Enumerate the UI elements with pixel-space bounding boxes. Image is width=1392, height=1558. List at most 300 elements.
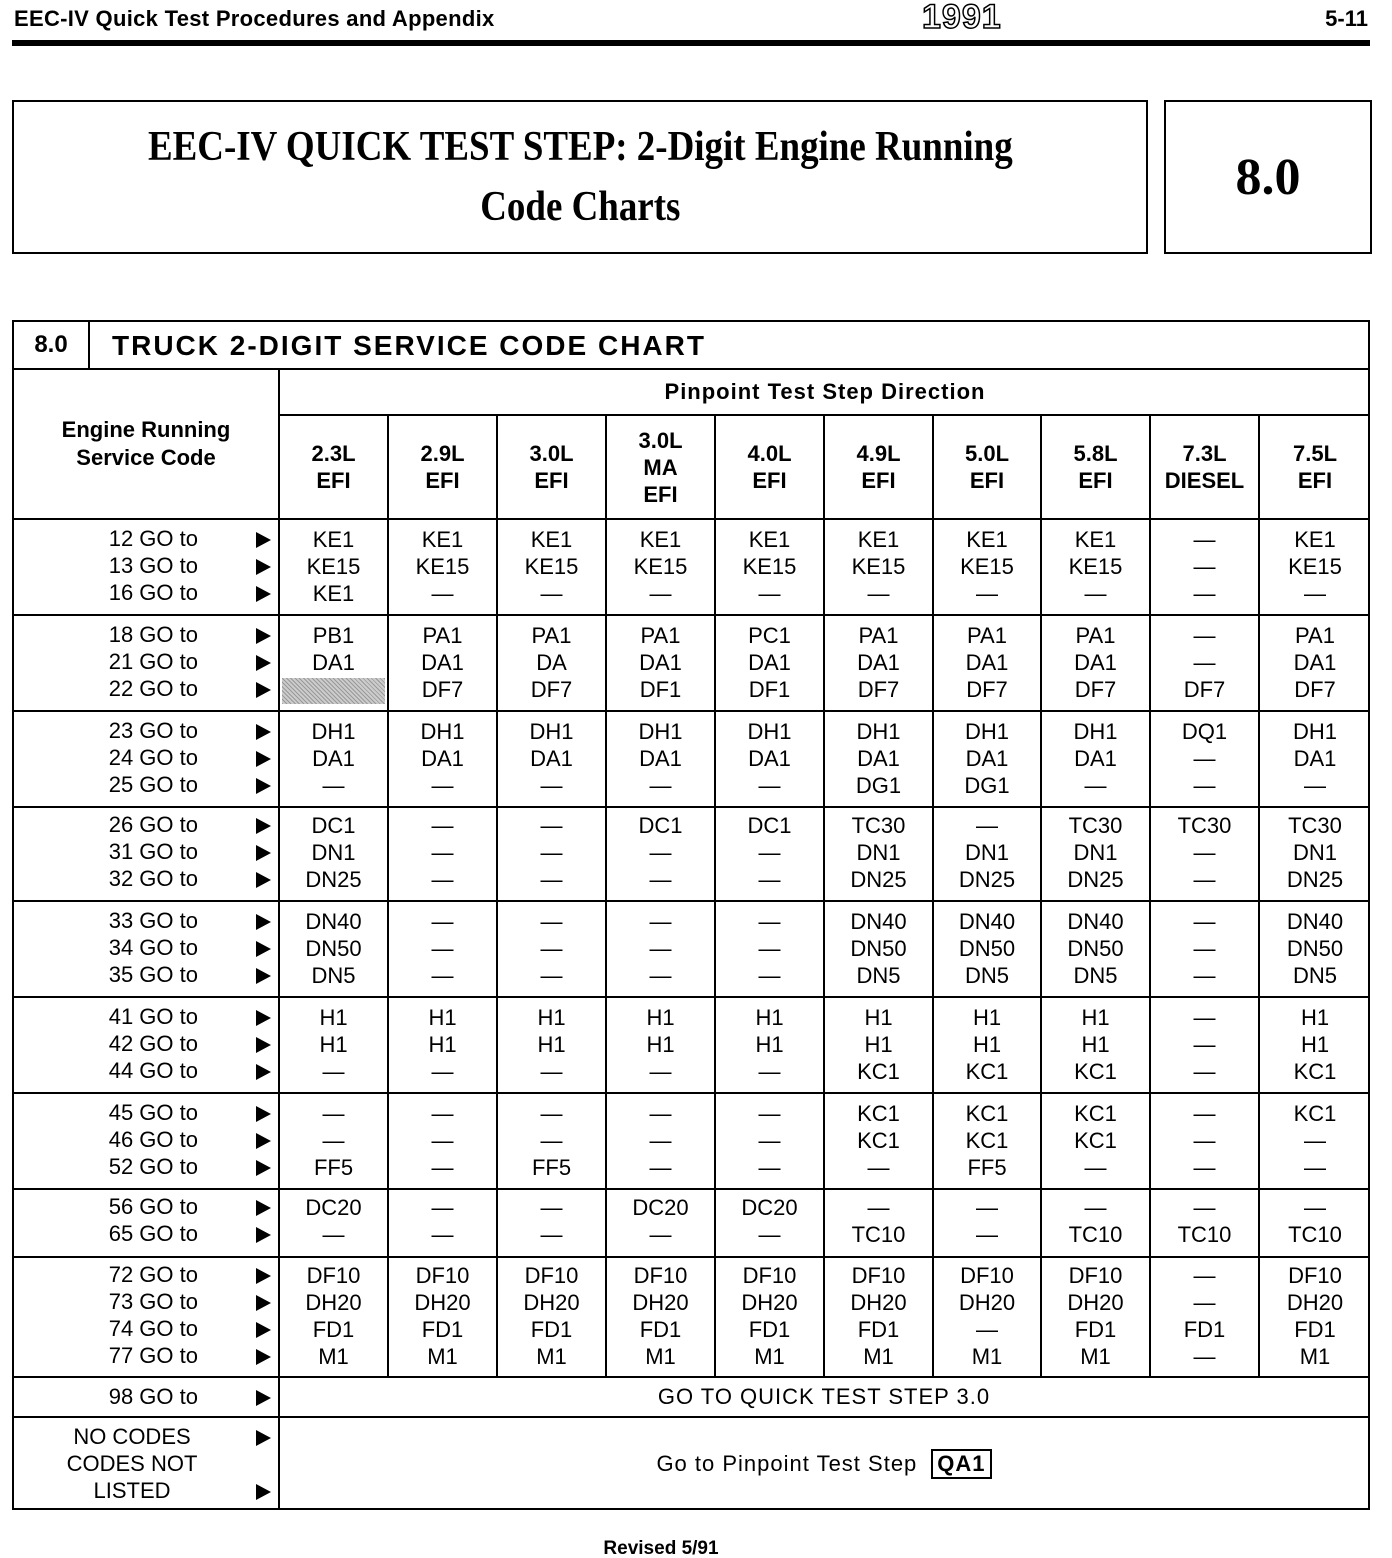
qa1-step-box: QA1 (931, 1449, 991, 1479)
pinpoint-instruction (280, 1418, 1368, 1510)
test-step-cell (1151, 998, 1260, 1092)
test-step-value: PC1 (748, 623, 791, 648)
arrow-right-icon (256, 1106, 271, 1122)
service-code-line (14, 649, 280, 676)
arrow-right-icon (256, 532, 271, 548)
test-step-value: DA1 (639, 650, 682, 675)
service-code: 98 GO to (108, 1384, 198, 1409)
test-step-cell (1042, 902, 1151, 996)
test-step-value: — (1084, 1155, 1107, 1180)
test-step-cell (716, 1190, 825, 1256)
column-header (389, 416, 498, 518)
column-header-line: 2.3L (311, 441, 356, 466)
test-step-cell (1151, 616, 1260, 710)
engine-running-code-header (14, 370, 280, 518)
test-step-value: DA (536, 650, 567, 675)
test-step-cell (1260, 1190, 1370, 1256)
arrow-right-icon (256, 628, 271, 644)
test-step-value: TC10 (851, 1222, 906, 1247)
arrow-right-icon (256, 1268, 271, 1284)
arrow-right-icon (256, 914, 271, 930)
arrow-right-icon (256, 1484, 271, 1500)
test-step-value: — (540, 773, 563, 798)
service-code-line (14, 580, 280, 607)
test-step-cell (498, 712, 607, 806)
service-code-line (14, 1343, 280, 1370)
test-step-value: M1 (1299, 1344, 1331, 1369)
test-step-value: DH20 (1286, 1290, 1344, 1315)
test-step-value: — (649, 1222, 672, 1247)
test-step-value: — (540, 909, 563, 934)
test-step-value: DF10 (633, 1263, 688, 1288)
test-step-cell (389, 1258, 498, 1376)
column-header (1151, 416, 1260, 518)
test-step-value: DH20 (414, 1290, 471, 1315)
test-step-value: — (431, 773, 454, 798)
test-step-value: PA1 (967, 623, 1007, 648)
column-header (1260, 416, 1370, 518)
test-step-cell (389, 902, 498, 996)
test-step-value: DA1 (965, 746, 1009, 771)
test-step-cell (389, 998, 498, 1092)
test-step-cell (934, 616, 1042, 710)
service-code: 73 GO to (108, 1289, 198, 1314)
test-step-value: DA1 (748, 746, 791, 771)
test-step-value: — (1193, 554, 1216, 579)
test-step-value: DF10 (742, 1263, 797, 1288)
test-step-value: — (867, 581, 890, 606)
service-code-line (14, 1194, 280, 1221)
service-code-cell (14, 520, 280, 614)
test-step-value: — (758, 840, 781, 865)
test-step-value: — (1193, 909, 1216, 934)
test-step-value: — (431, 1222, 454, 1247)
test-step-cell (825, 902, 934, 996)
test-step-value: H1 (319, 1032, 348, 1057)
arrow-right-icon (256, 751, 271, 767)
test-step-cell (716, 902, 825, 996)
test-step-cell (1151, 1258, 1260, 1376)
test-step-value: M1 (427, 1344, 458, 1369)
test-step-value: H1 (755, 1005, 784, 1030)
service-code: 16 GO to (108, 580, 198, 605)
arrow-right-icon (256, 1200, 271, 1216)
test-step-value: — (1193, 581, 1216, 606)
test-step-value: — (431, 581, 454, 606)
test-step-value: TC30 (851, 813, 906, 838)
test-step-value: PB1 (312, 623, 355, 648)
test-step-value: — (1193, 1290, 1216, 1315)
test-step-value: DC1 (747, 813, 792, 838)
test-step-value: H1 (864, 1032, 893, 1057)
test-step-value: — (540, 963, 563, 988)
test-step-value: DG1 (964, 773, 1010, 798)
test-step-value: KE15 (960, 554, 1014, 579)
service-code-line (14, 1384, 280, 1411)
test-step-value: — (649, 1128, 672, 1153)
test-step-value: KC1 (965, 1101, 1009, 1126)
test-step-value: — (540, 936, 563, 961)
test-step-value: — (431, 963, 454, 988)
test-step-value: DA1 (965, 650, 1009, 675)
test-step-cell (498, 1190, 607, 1256)
test-step-value: FD1 (857, 1317, 900, 1342)
service-code-line (14, 866, 280, 893)
arrow-right-icon (256, 778, 271, 794)
section-title (148, 117, 1013, 237)
test-step-cell (1260, 1258, 1370, 1376)
test-step-cell (716, 616, 825, 710)
test-step-value: — (976, 1195, 998, 1220)
service-code-line (14, 1058, 280, 1085)
test-step-value: H1 (1300, 1005, 1330, 1030)
test-step-value: — (758, 1128, 781, 1153)
test-step-value: — (1193, 1005, 1216, 1030)
test-step-cell (280, 1094, 389, 1188)
service-code-cell (14, 902, 280, 996)
test-step-value: M1 (318, 1344, 349, 1369)
column-header-line: EFI (534, 468, 569, 493)
test-step-cell (498, 902, 607, 996)
test-step-value: DN5 (964, 963, 1009, 988)
test-step-value: DA1 (1293, 650, 1337, 675)
column-header-line: 3.0L (638, 427, 683, 453)
column-header-line: 4.9L (856, 441, 901, 466)
test-step-value: KC1 (1293, 1101, 1337, 1126)
test-step-value: DN40 (850, 909, 907, 934)
arrow-right-icon (256, 1037, 271, 1053)
test-step-cell (716, 1258, 825, 1376)
column-header-line: EFI (643, 481, 678, 507)
test-step-value: M1 (1080, 1344, 1111, 1369)
service-code: 31 GO to (108, 839, 198, 864)
test-step-value: DC1 (311, 813, 356, 838)
pinpoint-header: Pinpoint Test Step Direction (280, 370, 1370, 416)
test-step-value: — (322, 1101, 345, 1126)
service-code: 32 GO to (108, 866, 198, 891)
test-step-value: TC30 (1177, 813, 1232, 838)
test-step-value: — (649, 963, 672, 988)
test-step-value: — (649, 1101, 672, 1126)
arrow-right-icon (256, 872, 271, 888)
test-step-value: — (540, 581, 563, 606)
test-step-value: — (431, 909, 454, 934)
test-step-value: KC1 (1074, 1101, 1117, 1126)
service-code-line (14, 1100, 280, 1127)
test-step-value: H1 (755, 1032, 784, 1057)
service-code: 52 GO to (108, 1154, 198, 1179)
test-step-cell (1042, 1190, 1151, 1256)
test-step-cell (607, 1258, 716, 1376)
service-code: 24 GO to (108, 745, 198, 770)
test-step-value: — (540, 1222, 563, 1247)
test-step-value: — (1193, 936, 1216, 961)
test-step-cell (1151, 1190, 1260, 1256)
arrow-right-icon (256, 1295, 271, 1311)
test-step-cell (498, 808, 607, 900)
test-step-cell (280, 902, 389, 996)
test-step-value: — (322, 1059, 345, 1084)
test-step-value: DN25 (1067, 867, 1124, 892)
test-step-cell (934, 808, 1042, 900)
test-step-cell (498, 1094, 607, 1188)
test-step-value: DC20 (741, 1195, 798, 1220)
service-code-line (14, 812, 280, 839)
service-code: 46 GO to (108, 1127, 198, 1152)
column-header-line: EFI (969, 468, 1005, 493)
test-step-value: DN5 (856, 963, 901, 988)
test-step-value: DF10 (306, 1263, 361, 1288)
test-step-cell (1042, 998, 1151, 1092)
test-step-value: H1 (1081, 1032, 1110, 1057)
test-step-value: KC1 (857, 1059, 900, 1084)
test-step-value: PA1 (858, 623, 899, 648)
test-step-value: — (867, 1155, 890, 1180)
code-group-row (14, 1256, 1368, 1376)
service-code-line (14, 935, 280, 962)
code-group-row (14, 518, 1368, 614)
test-step-value: DF7 (421, 677, 464, 702)
test-step-value: DN50 (1286, 936, 1344, 961)
test-step-value: — (431, 1128, 454, 1153)
test-step-value: — (976, 813, 998, 838)
test-step-value: KE15 (1068, 554, 1123, 579)
test-step-value: DN5 (311, 963, 356, 988)
column-header-line: 2.9L (420, 441, 465, 466)
test-step-cell (716, 998, 825, 1092)
service-code-cell (14, 616, 280, 710)
test-step-value: DH1 (747, 719, 792, 744)
service-code-line (14, 1316, 280, 1343)
test-step-cell (825, 998, 934, 1092)
test-step-value: PA1 (640, 623, 681, 648)
service-code: 13 GO to (108, 553, 198, 578)
test-step-value: — (649, 1155, 672, 1180)
test-step-value: DF1 (639, 677, 682, 702)
service-code-line (14, 676, 280, 703)
test-step-value: — (1193, 1263, 1216, 1288)
column-header-line: EFI (861, 468, 896, 493)
test-step-value: FF5 (967, 1155, 1007, 1180)
test-step-cell (1260, 520, 1370, 614)
service-code: 45 GO to (108, 1100, 198, 1125)
test-step-value: KC1 (1293, 1059, 1337, 1084)
test-step-value: — (1193, 650, 1216, 675)
test-step-cell (280, 1258, 389, 1376)
test-step-value: — (758, 1222, 781, 1247)
test-step-value: — (1193, 746, 1216, 771)
test-step-value: — (758, 1059, 781, 1084)
test-step-cell (1260, 616, 1370, 710)
header-title: EEC-IV Quick Test Procedures and Appendix (14, 6, 495, 31)
test-step-value: DH1 (1073, 719, 1118, 744)
test-step-value: — (431, 936, 454, 961)
test-step-cell (1151, 902, 1260, 996)
test-step-value: — (1193, 1032, 1216, 1057)
no-codes-line (14, 1451, 280, 1478)
test-step-value: FF5 (313, 1155, 354, 1180)
test-step-value: — (976, 1317, 998, 1342)
code-group-row (14, 710, 1368, 806)
test-step-value: DH20 (850, 1290, 907, 1315)
service-code-chart (12, 320, 1370, 1510)
test-step-cell (607, 616, 716, 710)
test-step-value: H1 (972, 1005, 1002, 1030)
test-step-value: — (540, 813, 563, 838)
test-step-value: — (431, 813, 454, 838)
test-step-value: DF1 (748, 677, 791, 702)
test-step-cell (389, 712, 498, 806)
test-step-value: DH1 (529, 719, 574, 744)
test-step-value: KC1 (857, 1128, 900, 1153)
test-step-value: M1 (863, 1344, 894, 1369)
test-step-value: KE15 (524, 554, 579, 579)
test-step-value: KC1 (965, 1128, 1009, 1153)
test-step-cell (607, 520, 716, 614)
test-step-value: — (431, 840, 454, 865)
test-step-cell (934, 1258, 1042, 1376)
test-step-value: — (540, 1059, 563, 1084)
arrow-right-icon (256, 1133, 271, 1149)
arrow-right-icon (256, 1160, 271, 1176)
test-step-value: KE15 (742, 554, 797, 579)
test-step-value: DF10 (960, 1263, 1014, 1288)
test-step-value: M1 (754, 1344, 785, 1369)
column-header-line: 4.0L (747, 441, 792, 466)
arrow-right-icon (256, 1430, 271, 1446)
test-step-value: KE1 (966, 527, 1008, 552)
service-code: 42 GO to (108, 1031, 198, 1056)
test-step-value: DA1 (857, 746, 900, 771)
arrow-right-icon (256, 845, 271, 861)
test-step-value: FF5 (531, 1155, 572, 1180)
test-step-value: — (867, 1195, 890, 1220)
service-code-cell (14, 1378, 280, 1416)
test-step-value: DN1 (1292, 840, 1337, 865)
service-code-line (14, 772, 280, 799)
test-step-value: — (758, 1155, 781, 1180)
test-step-cell (280, 616, 389, 710)
arrow-right-icon (256, 968, 271, 984)
test-step-cell (825, 712, 934, 806)
test-step-value: PA1 (422, 623, 463, 648)
test-step-value: DN1 (964, 840, 1009, 865)
test-step-cell (607, 712, 716, 806)
quick-test-step-instruction: GO TO QUICK TEST STEP 3.0 (657, 1384, 991, 1409)
step-number: 8.0 (1235, 148, 1301, 206)
test-step-value: — (758, 936, 781, 961)
code-group-row (14, 900, 1368, 996)
test-step-value: — (649, 909, 672, 934)
test-step-value: H1 (1081, 1005, 1110, 1030)
test-step-value: DA1 (639, 746, 682, 771)
test-step-value: — (758, 773, 781, 798)
no-codes-line (14, 1478, 280, 1505)
test-step-value: DN25 (1286, 867, 1344, 892)
arrow-right-icon (256, 1349, 271, 1365)
test-step-value: H1 (537, 1032, 566, 1057)
test-step-value: DF7 (1183, 677, 1226, 702)
test-step-cell (1260, 808, 1370, 900)
test-step-value: DQ1 (1181, 719, 1228, 744)
test-step-value: FD1 (421, 1317, 464, 1342)
test-step-value: — (758, 963, 781, 988)
test-step-value: — (322, 1128, 345, 1153)
column-header-line: 3.0L (529, 441, 574, 466)
test-step-value: DN50 (1067, 936, 1124, 961)
test-step-value: KE1 (312, 527, 355, 552)
test-step-cell (389, 520, 498, 614)
test-step-value: — (322, 1222, 345, 1247)
test-step-value: KE1 (1294, 527, 1336, 552)
test-step-value: — (540, 1195, 563, 1220)
chart-header (14, 322, 1368, 370)
test-step-cell (607, 902, 716, 996)
test-step-value: KE1 (421, 527, 464, 552)
test-step-cell (1151, 712, 1260, 806)
test-step-cell (1042, 616, 1151, 710)
test-step-value: TC10 (1288, 1222, 1342, 1247)
test-step-cell (607, 998, 716, 1092)
code-group-row (14, 996, 1368, 1092)
test-step-value: — (540, 1128, 563, 1153)
service-code-cell (14, 808, 280, 900)
test-step-value: — (431, 1059, 454, 1084)
service-code-cell (14, 998, 280, 1092)
test-step-value: KE1 (639, 527, 682, 552)
test-step-value: DH20 (523, 1290, 580, 1315)
service-code-line (14, 1221, 280, 1248)
test-step-value: — (649, 867, 672, 892)
test-step-cell (1151, 1094, 1260, 1188)
column-header-line: MA (643, 454, 678, 480)
test-step-value: FD1 (312, 1317, 355, 1342)
code-98-row (14, 1376, 1368, 1416)
test-step-value: — (431, 1195, 454, 1220)
test-step-value: — (540, 867, 563, 892)
test-step-value: DF7 (857, 677, 900, 702)
test-step-value: — (1193, 1059, 1216, 1084)
test-step-value: — (1193, 773, 1216, 798)
service-code: 41 GO to (108, 1004, 198, 1029)
arrow-right-icon (256, 682, 271, 698)
section-title-line1: EEC-IV QUICK TEST STEP: 2-Digit Engine Running (147, 124, 1013, 170)
test-step-value: — (1193, 1128, 1216, 1153)
column-header-line: EFI (752, 468, 787, 493)
test-step-value: KC1 (857, 1101, 900, 1126)
no-codes-line (14, 1424, 280, 1451)
service-code-line (14, 1004, 280, 1031)
arrow-right-icon (256, 1064, 271, 1080)
test-step-value: DH20 (741, 1290, 798, 1315)
arrow-right-icon (256, 1227, 271, 1243)
column-header (716, 416, 825, 518)
test-step-value: DH1 (1292, 719, 1337, 744)
test-step-value: — (1193, 840, 1216, 865)
test-step-value: — (1193, 1155, 1216, 1180)
test-step-value: — (1304, 1128, 1326, 1153)
test-step-value: H1 (537, 1005, 566, 1030)
test-step-cell (934, 1094, 1042, 1188)
code-group-row (14, 1092, 1368, 1188)
test-step-value: — (758, 1101, 781, 1126)
test-step-value: — (976, 581, 998, 606)
test-step-value: DG1 (855, 773, 902, 798)
test-step-value: DN50 (305, 936, 362, 961)
header-year: 1991 (922, 0, 1002, 36)
test-step-cell (607, 808, 716, 900)
arrow-right-icon (256, 1390, 271, 1406)
